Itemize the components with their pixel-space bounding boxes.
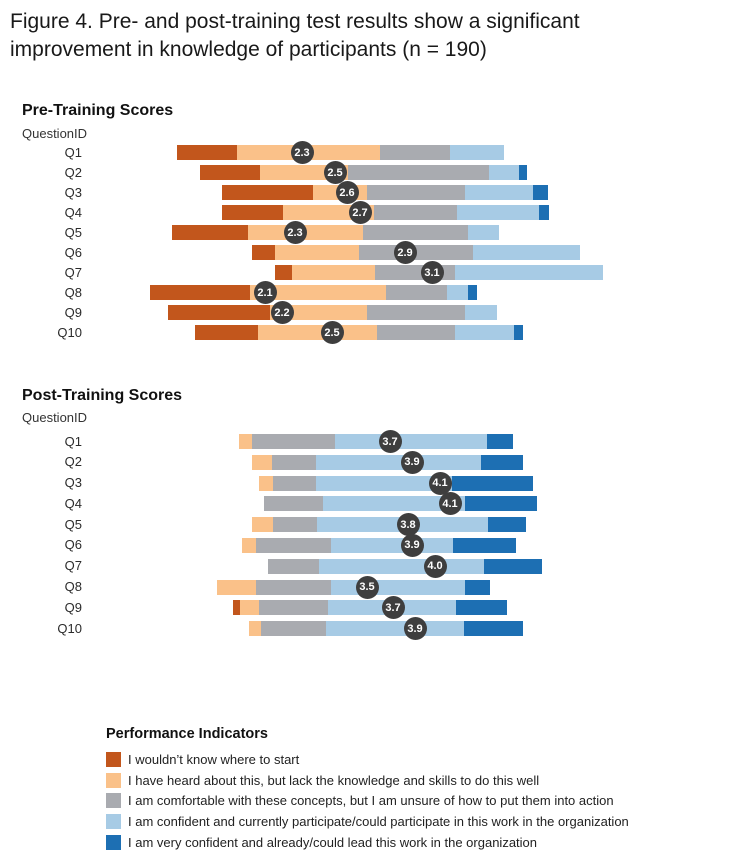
segment-level1 (172, 225, 248, 240)
stacked-bar-q9 (168, 305, 497, 320)
segment-level5 (481, 455, 523, 470)
segment-level2 (252, 517, 273, 532)
segment-level5 (539, 205, 549, 220)
segment-level2 (252, 455, 272, 470)
stacked-bar-q4 (264, 496, 537, 511)
mean-score-badge: 2.2 (271, 301, 294, 324)
segment-level3 (259, 600, 328, 615)
segment-level1 (252, 245, 275, 260)
mean-score-badge: 3.7 (379, 430, 402, 453)
row-label-q4: Q4 (64, 204, 82, 220)
stacked-bar-q1 (239, 434, 513, 449)
performance-indicators-legend (106, 726, 629, 853)
row-label-q5: Q5 (64, 516, 82, 532)
chart-row-q9 (0, 598, 741, 619)
segment-level4 (450, 145, 504, 160)
chart-row-q10 (0, 619, 741, 640)
segment-level2 (242, 538, 256, 553)
segment-level2 (275, 245, 359, 260)
segment-level4 (457, 205, 539, 220)
row-label-q1: Q1 (64, 433, 82, 449)
row-label-q8: Q8 (64, 579, 82, 595)
mean-score-badge: 2.3 (284, 221, 307, 244)
chart-row-q7 (0, 263, 741, 283)
chart-row-q6 (0, 243, 741, 263)
mean-score-badge: 2.7 (349, 201, 372, 224)
segment-level5 (533, 185, 548, 200)
mean-score-badge: 3.1 (421, 261, 444, 284)
segment-level2 (292, 265, 375, 280)
chart-row-q2 (0, 163, 741, 183)
segment-level4 (455, 265, 603, 280)
mean-score-badge: 3.8 (397, 513, 420, 536)
mean-score-badge: 3.9 (404, 617, 427, 640)
legend-item-1 (106, 749, 629, 770)
chart-row-q5 (0, 515, 741, 536)
segment-level5 (484, 559, 542, 574)
segment-level5 (468, 285, 477, 300)
segment-level1 (195, 325, 258, 340)
mean-score-badge: 2.9 (394, 241, 417, 264)
segment-level5 (465, 580, 490, 595)
chart-row-q9 (0, 303, 741, 323)
chart-row-q2 (0, 452, 741, 473)
segment-level4 (468, 225, 499, 240)
mean-score-badge: 2.5 (321, 321, 344, 344)
row-label-q7: Q7 (64, 264, 82, 280)
segment-level1 (177, 145, 237, 160)
chart-row-q10 (0, 323, 741, 343)
legend-item-label: I am very confident and already/could lead this work in the organization (128, 835, 538, 851)
mean-score-badge: 2.5 (324, 161, 347, 184)
stacked-bar-q5 (172, 225, 499, 240)
segment-level3 (256, 538, 331, 553)
stacked-bar-q8 (217, 580, 490, 595)
pre-training-axis-label: QuestionID (22, 126, 88, 141)
segment-level4 (316, 455, 481, 470)
stacked-bar-q10 (195, 325, 523, 340)
post-training-heading: Post-Training Scores (22, 387, 183, 404)
stacked-bar-q8 (150, 285, 477, 300)
post-training-axis-label: QuestionID (22, 410, 88, 425)
legend-title: Performance Indicators (106, 726, 268, 742)
segment-level3 (261, 621, 326, 636)
chart-row-q8 (0, 577, 741, 598)
mean-score-badge: 2.1 (254, 281, 277, 304)
row-label-q6: Q6 (64, 537, 82, 553)
segment-level1 (275, 265, 292, 280)
segment-level1 (200, 165, 260, 180)
row-label-q7: Q7 (64, 558, 82, 574)
stacked-bar-q3 (222, 185, 548, 200)
legend-item-5 (106, 832, 629, 853)
row-label-q10: Q10 (57, 324, 82, 340)
segment-level1 (222, 205, 283, 220)
segment-level5 (514, 325, 523, 340)
segment-level4 (447, 285, 468, 300)
segment-level3 (363, 225, 468, 240)
row-label-q3: Q3 (64, 184, 82, 200)
mean-score-badge: 3.9 (401, 451, 424, 474)
chart-row-q7 (0, 556, 741, 577)
segment-level3 (252, 434, 335, 449)
segment-level5 (452, 476, 533, 491)
legend-swatch-level3 (106, 793, 121, 808)
segment-level5 (465, 496, 537, 511)
stacked-bar-q10 (249, 621, 523, 636)
legend-swatch-level4 (106, 814, 121, 829)
legend-item-4 (106, 811, 629, 832)
segment-level2 (239, 434, 252, 449)
mean-score-badge: 3.5 (356, 576, 379, 599)
segment-level4 (455, 325, 514, 340)
segment-level3 (268, 559, 319, 574)
row-label-q9: Q9 (64, 304, 82, 320)
segment-level3 (386, 285, 447, 300)
segment-level3 (272, 455, 316, 470)
segment-level5 (456, 600, 507, 615)
chart-row-q8 (0, 283, 741, 303)
stacked-bar-q3 (259, 476, 533, 491)
stacked-bar-q1 (177, 145, 504, 160)
mean-score-badge: 4.0 (424, 555, 447, 578)
row-label-q2: Q2 (64, 164, 82, 180)
mean-score-badge: 3.9 (401, 534, 424, 557)
row-label-q9: Q9 (64, 599, 82, 615)
segment-level5 (464, 621, 523, 636)
pre-training-heading: Pre-Training Scores (22, 102, 174, 119)
segment-level5 (488, 517, 526, 532)
segment-level3 (380, 145, 450, 160)
legend-item-label: I am comfortable with these concepts, but I am unsure of how to put them into action (128, 793, 614, 809)
legend-item-2 (106, 770, 629, 791)
legend-swatch-level2 (106, 773, 121, 788)
row-label-q10: Q10 (57, 620, 82, 636)
segment-level1 (168, 305, 270, 320)
segment-level4 (489, 165, 519, 180)
segment-level2 (249, 621, 261, 636)
post-training-chart (0, 432, 741, 640)
figure-title-line2: improvement in knowledge of participants (n = 190) (10, 38, 487, 61)
stacked-bar-q5 (252, 517, 526, 532)
legend-swatch-level5 (106, 835, 121, 850)
legend-swatch-level1 (106, 752, 121, 767)
segment-level5 (519, 165, 527, 180)
segment-level1 (233, 600, 240, 615)
mean-score-badge: 4.1 (439, 492, 462, 515)
row-label-q1: Q1 (64, 144, 82, 160)
segment-level3 (348, 165, 489, 180)
segment-level3 (367, 305, 465, 320)
stacked-bar-q2 (252, 455, 523, 470)
segment-level5 (453, 538, 516, 553)
figure-title-line1: Figure 4. Pre- and post-training test results show a significant (10, 10, 580, 33)
segment-level3 (374, 205, 457, 220)
chart-row-q1 (0, 432, 741, 453)
segment-level3 (256, 580, 331, 595)
stacked-bar-q4 (222, 205, 549, 220)
segment-level2 (258, 325, 377, 340)
chart-row-q3 (0, 473, 741, 494)
row-label-q8: Q8 (64, 284, 82, 300)
legend-item-label: I wouldn’t know where to start (128, 751, 300, 767)
chart-row-q1 (0, 143, 741, 163)
row-label-q3: Q3 (64, 475, 82, 491)
stacked-bar-q9 (233, 600, 507, 615)
mean-score-badge: 2.3 (291, 141, 314, 164)
pre-training-chart (0, 143, 741, 343)
segment-level2 (240, 600, 259, 615)
stacked-bar-q2 (200, 165, 527, 180)
segment-level4 (319, 559, 484, 574)
legend-item-label: I am confident and currently participate/could participate in this work in the organization (128, 814, 629, 830)
legend-item-3 (106, 791, 629, 812)
segment-level4 (473, 245, 580, 260)
row-label-q5: Q5 (64, 224, 82, 240)
mean-score-badge: 4.1 (429, 472, 452, 495)
chart-row-q4 (0, 203, 741, 223)
segment-level3 (273, 517, 317, 532)
segment-level4 (331, 538, 453, 553)
figure-title (10, 8, 710, 64)
segment-level4 (331, 580, 465, 595)
segment-level4 (326, 621, 464, 636)
mean-score-badge: 3.7 (382, 596, 405, 619)
legend-items (106, 749, 629, 853)
legend-item-label: I have heard about this, but lack the knowledge and skills to do this well (128, 772, 540, 788)
segment-level1 (222, 185, 313, 200)
segment-level4 (335, 434, 487, 449)
segment-level2 (217, 580, 256, 595)
segment-level4 (465, 305, 497, 320)
segment-level3 (367, 185, 465, 200)
row-label-q2: Q2 (64, 454, 82, 470)
stacked-bar-q7 (268, 559, 542, 574)
row-label-q6: Q6 (64, 244, 82, 260)
segment-level1 (150, 285, 250, 300)
row-label-q4: Q4 (64, 495, 82, 511)
chart-row-q5 (0, 223, 741, 243)
chart-row-q4 (0, 494, 741, 515)
segment-level5 (487, 434, 513, 449)
chart-row-q3 (0, 183, 741, 203)
segment-level2 (259, 476, 273, 491)
segment-level4 (465, 185, 533, 200)
segment-level3 (264, 496, 323, 511)
mean-score-badge: 2.6 (336, 181, 359, 204)
segment-level3 (273, 476, 316, 491)
stacked-bar-q6 (242, 538, 516, 553)
chart-row-q6 (0, 535, 741, 556)
segment-level3 (377, 325, 455, 340)
